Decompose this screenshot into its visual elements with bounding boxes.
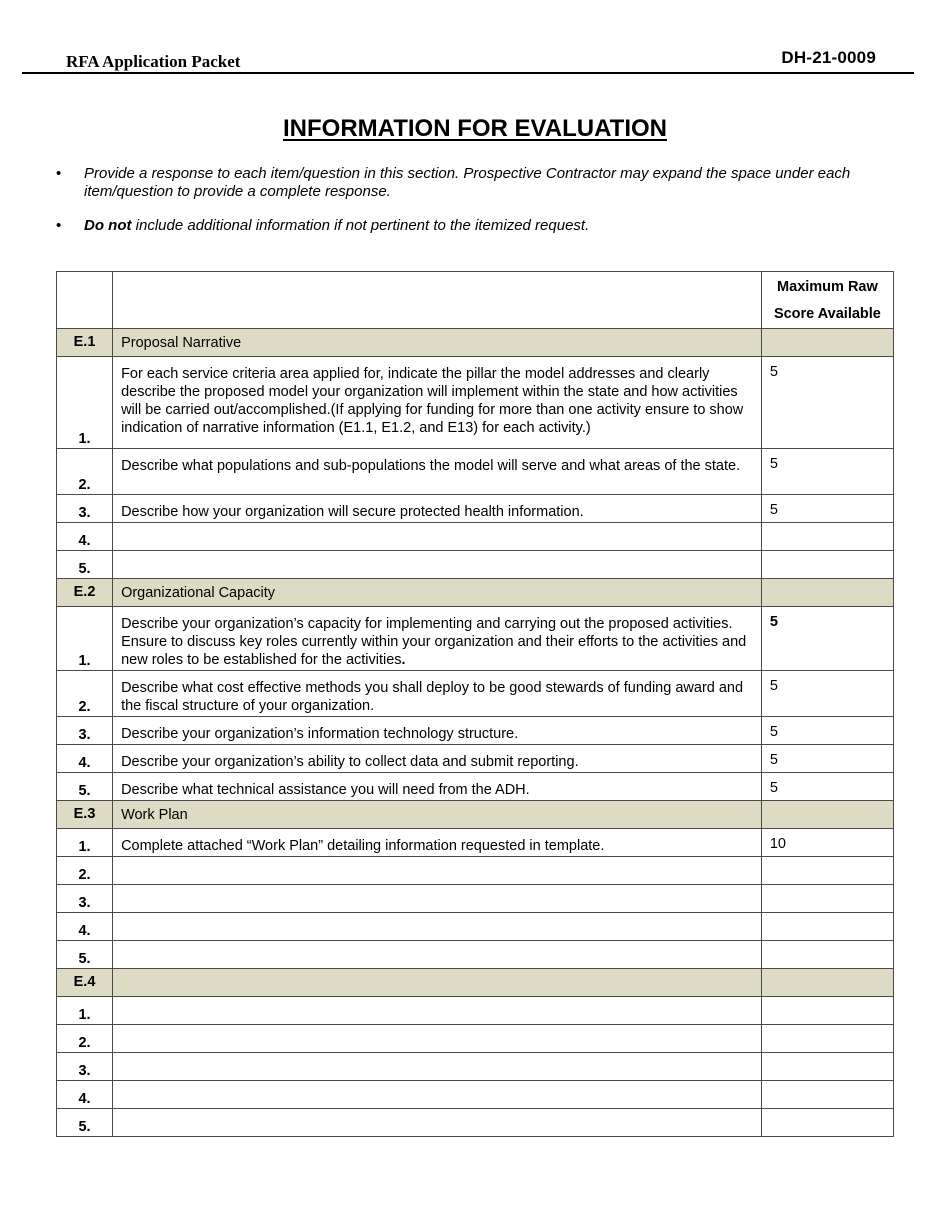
item-score bbox=[761, 1081, 893, 1109]
table-row bbox=[57, 913, 894, 941]
table-row bbox=[57, 745, 894, 773]
section-code: E.2 bbox=[57, 579, 113, 607]
item-number: 4. bbox=[57, 745, 113, 773]
score-column-header: Maximum Raw Score Available bbox=[761, 272, 893, 329]
section-score-cell bbox=[761, 329, 893, 357]
section-title bbox=[113, 969, 762, 997]
item-description[interactable]: Describe what technical assistance you will need from the ADH. bbox=[113, 773, 762, 801]
item-description[interactable] bbox=[113, 1025, 762, 1053]
section-code: E.4 bbox=[57, 969, 113, 997]
item-number: 2. bbox=[57, 671, 113, 717]
item-score bbox=[761, 885, 893, 913]
item-description[interactable] bbox=[113, 1109, 762, 1137]
item-number: 2. bbox=[57, 449, 113, 495]
section-score-cell bbox=[761, 969, 893, 997]
section-code: E.3 bbox=[57, 801, 113, 829]
item-description[interactable] bbox=[113, 885, 762, 913]
table-header-row bbox=[57, 272, 894, 329]
item-description[interactable]: Describe how your organization will secure protected health information. bbox=[113, 495, 762, 523]
item-score bbox=[761, 551, 893, 579]
item-score: 5 bbox=[761, 495, 893, 523]
item-number: 5. bbox=[57, 773, 113, 801]
item-number: 3. bbox=[57, 717, 113, 745]
item-description[interactable] bbox=[113, 1053, 762, 1081]
item-number: 3. bbox=[57, 885, 113, 913]
item-description[interactable]: Describe what populations and sub-populations the model will serve and what areas of the state. bbox=[113, 449, 762, 495]
table-header-cell bbox=[57, 272, 113, 329]
item-score: 5 bbox=[761, 671, 893, 717]
table-row bbox=[57, 1109, 894, 1137]
table-row bbox=[57, 997, 894, 1025]
page-header bbox=[22, 44, 914, 74]
section-score-cell bbox=[761, 801, 893, 829]
item-score bbox=[761, 857, 893, 885]
bullet-icon: • bbox=[56, 217, 62, 234]
item-number: 3. bbox=[57, 495, 113, 523]
item-score: 5 bbox=[761, 357, 893, 449]
table-row bbox=[57, 1053, 894, 1081]
item-number: 5. bbox=[57, 941, 113, 969]
table-row bbox=[57, 941, 894, 969]
table-row bbox=[57, 885, 894, 913]
page-title: INFORMATION FOR EVALUATION bbox=[283, 115, 667, 142]
item-description[interactable] bbox=[113, 551, 762, 579]
item-description[interactable]: Describe what cost effective methods you shall deploy to be good stewards of funding award and the fiscal structure of your organization. bbox=[113, 671, 762, 717]
section-title: Proposal Narrative bbox=[113, 329, 762, 357]
item-score: 5 bbox=[761, 607, 893, 671]
item-score bbox=[761, 1109, 893, 1137]
item-number: 3. bbox=[57, 1053, 113, 1081]
item-number: 2. bbox=[57, 857, 113, 885]
table-row bbox=[57, 607, 894, 671]
item-description[interactable]: Complete attached “Work Plan” detailing information requested in template. bbox=[113, 829, 762, 857]
section-score-cell bbox=[761, 579, 893, 607]
table-row bbox=[57, 829, 894, 857]
section-title: Organizational Capacity bbox=[113, 579, 762, 607]
packet-title: RFA Application Packet bbox=[66, 52, 241, 71]
item-number: 4. bbox=[57, 913, 113, 941]
item-score: 5 bbox=[761, 717, 893, 745]
instructions-list bbox=[56, 165, 896, 235]
document-number: DH-21-0009 bbox=[781, 48, 876, 67]
item-description[interactable] bbox=[113, 913, 762, 941]
table-row bbox=[57, 449, 894, 495]
item-number: 2. bbox=[57, 1025, 113, 1053]
item-number: 5. bbox=[57, 1109, 113, 1137]
item-number: 1. bbox=[57, 607, 113, 671]
item-score: 5 bbox=[761, 449, 893, 495]
item-score: 5 bbox=[761, 745, 893, 773]
item-description[interactable] bbox=[113, 523, 762, 551]
table-row bbox=[57, 495, 894, 523]
section-row bbox=[57, 969, 894, 997]
evaluation-table bbox=[56, 271, 894, 1137]
item-score bbox=[761, 913, 893, 941]
table-row bbox=[57, 1025, 894, 1053]
item-description[interactable]: Describe your organization’s capacity for implementing and carrying out the proposed activities. Ensure to discuss key roles currently within your organization and their efforts to the activities and new roles to be established for the activities. bbox=[113, 607, 762, 671]
item-description[interactable]: For each service criteria area applied for, indicate the pillar the model addresses and clearly describe the proposed model your organization will implement within the state and how activities will be carried out/accomplished.(If applying for funding for more than one activity ensure to show indication of narrative information (E1.1, E1.2, and E13) for each activity.) bbox=[113, 357, 762, 449]
item-description[interactable] bbox=[113, 857, 762, 885]
item-score bbox=[761, 1053, 893, 1081]
bullet-icon: • bbox=[56, 165, 62, 182]
table-header-cell bbox=[113, 272, 762, 329]
section-code: E.1 bbox=[57, 329, 113, 357]
item-number: 1. bbox=[57, 357, 113, 449]
table-row bbox=[57, 1081, 894, 1109]
item-score: 5 bbox=[761, 773, 893, 801]
table-row bbox=[57, 671, 894, 717]
item-number: 4. bbox=[57, 523, 113, 551]
item-description[interactable]: Describe your organization’s ability to collect data and submit reporting. bbox=[113, 745, 762, 773]
table-row bbox=[57, 551, 894, 579]
item-description[interactable] bbox=[113, 1081, 762, 1109]
item-score bbox=[761, 941, 893, 969]
table-row bbox=[57, 357, 894, 449]
item-description[interactable] bbox=[113, 941, 762, 969]
instruction-item: • Provide a response to each item/question in this section. Prospective Contractor may expand the space under each item/question to provide a complete response. bbox=[56, 165, 851, 200]
section-row bbox=[57, 579, 894, 607]
table-row bbox=[57, 773, 894, 801]
item-number: 5. bbox=[57, 551, 113, 579]
item-description[interactable] bbox=[113, 997, 762, 1025]
section-row bbox=[57, 329, 894, 357]
table-row bbox=[57, 523, 894, 551]
table-row bbox=[57, 857, 894, 885]
instruction-item: • Do not include additional information if not pertinent to the itemized request. bbox=[56, 217, 590, 234]
item-number: 4. bbox=[57, 1081, 113, 1109]
section-row bbox=[57, 801, 894, 829]
item-number: 1. bbox=[57, 829, 113, 857]
item-score bbox=[761, 1025, 893, 1053]
item-score: 10 bbox=[761, 829, 893, 857]
section-title: Work Plan bbox=[113, 801, 762, 829]
item-score bbox=[761, 997, 893, 1025]
item-description[interactable]: Describe your organization’s information technology structure. bbox=[113, 717, 762, 745]
item-number: 1. bbox=[57, 997, 113, 1025]
item-score bbox=[761, 523, 893, 551]
table-row bbox=[57, 717, 894, 745]
